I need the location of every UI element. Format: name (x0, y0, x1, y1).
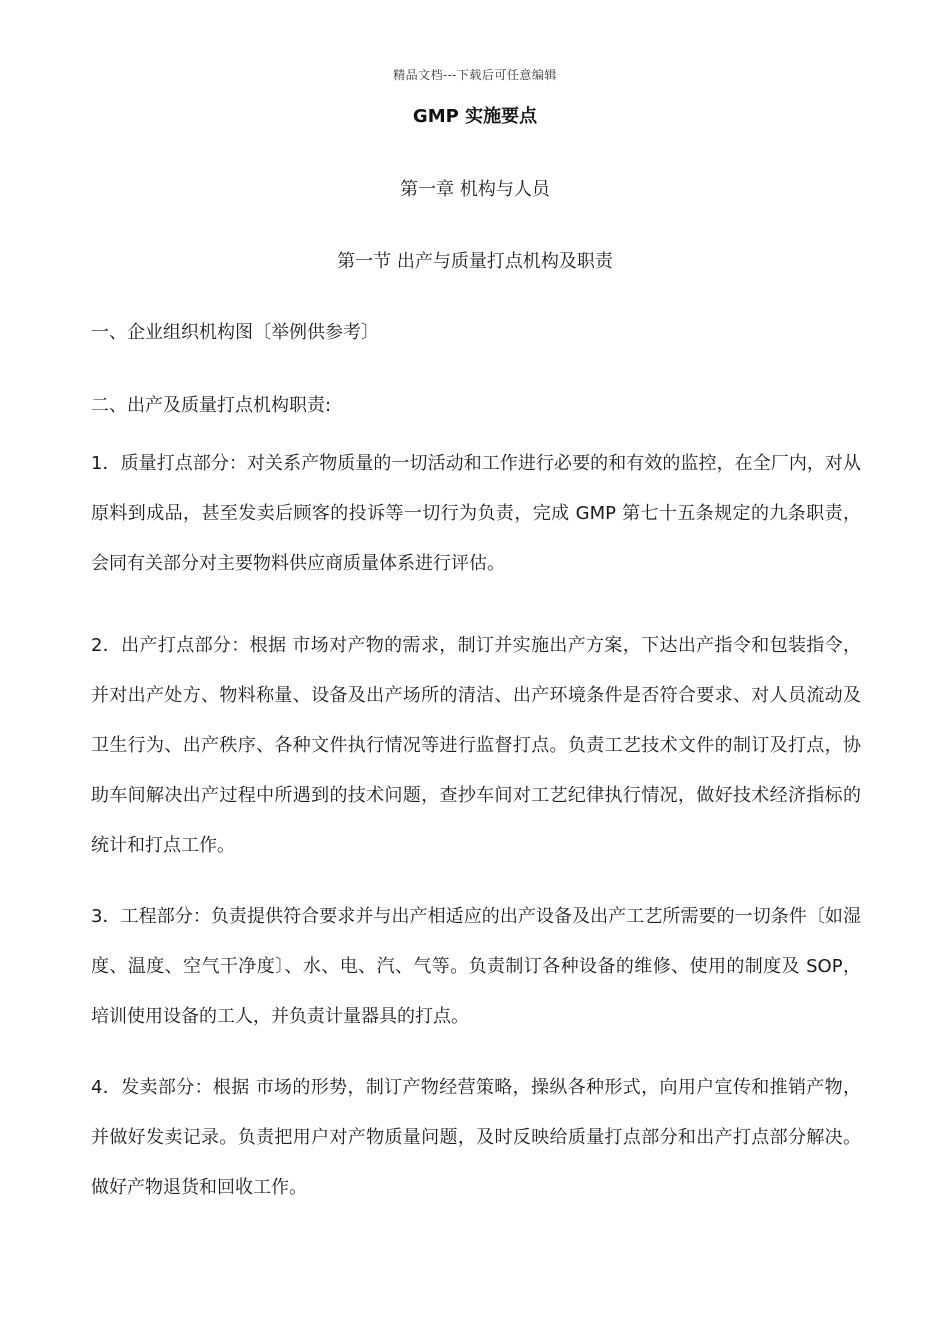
section-heading: 第一节 出产与质量打点机构及职责 (337, 251, 613, 272)
document-title: GMP 实施要点 (412, 106, 538, 127)
chapter-heading: 第一章 机构与人员 (400, 179, 550, 200)
duties-heading: 二、出产及质量打点机构职责: (91, 395, 332, 416)
org-chart-item: 一、企业组织机构图〔举例供参考〕 (91, 322, 379, 343)
paragraph-engineering-dept: 3．工程部分：负责提供符合要求并与出产相适应的出产设备及出产工艺所需要的一切条件〔如湿度、温度、空气干净度〕、水、电、汽、气等。负责制订各种设备的维修、使用的制度及 SOP，培训使用设备的工人，并负责计量器具的打点。 (91, 906, 861, 1027)
paragraph-quality-dept: 1．质量打点部分：对关系产物质量的一切活动和工作进行必要的和有效的监控，在全厂内，对从原料到成品，甚至发卖后顾客的投诉等一切行为负责，完成 GMP 第七十五条规定的九条职责，会同有关部分对主要物料供应商质量体系进行评估。 (91, 453, 861, 574)
header-watermark: 精品文档---下载后可任意编辑 (393, 68, 557, 82)
paragraph-sales-dept: 4．发卖部分：根据 市场的形势，制订产物经营策略，操纵各种形式，向用户宣传和推销产物，并做好发卖记录。负责把用户对产物质量问题，及时反映给质量打点部分和出产打点部分解决。做好产物退货和回收工作。 (91, 1077, 861, 1198)
paragraph-production-dept: 2．出产打点部分：根据 市场对产物的需求，制订并实施出产方案，下达出产指令和包装指令，并对出产处方、物料称量、设备及出产场所的清洁、出产环境条件是否符合要求、对人员流动及卫生行为、出产秩序、各种文件执行情况等进行监督打点。负责工艺技术文件的制订及打点，协助车间解决出产过程中所遇到的技术问题，查抄车间对工艺纪律执行情况，做好技术经济指标的统计和打点工作。 (91, 635, 861, 856)
